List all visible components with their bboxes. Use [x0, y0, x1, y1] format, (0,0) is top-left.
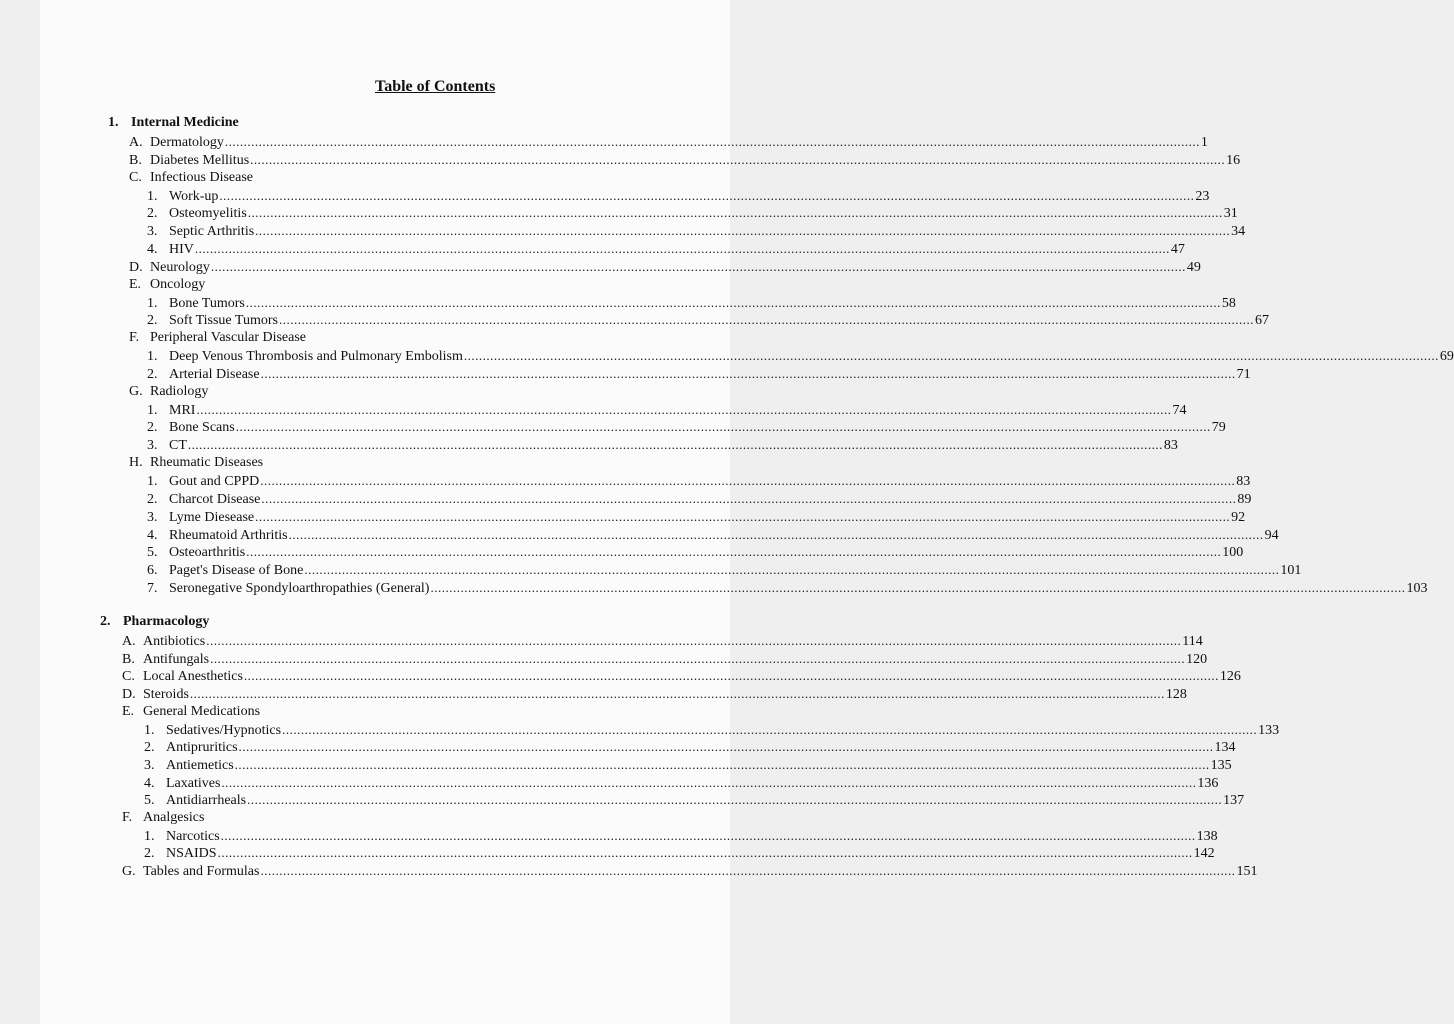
toc-entry	[144, 791, 1245, 809]
entry-page-number: 136	[1197, 775, 1219, 791]
entry-label: Osteoarthritis	[169, 545, 246, 561]
entry-marker: D.	[122, 687, 136, 703]
entry-marker: 4.	[147, 527, 158, 543]
entry-label: Paget's Disease of Bone	[169, 563, 304, 579]
toc-entry	[122, 809, 695, 826]
entry-page-number: 58	[1221, 295, 1236, 311]
entry-marker: 2.	[147, 206, 158, 222]
entry-label: Osteomyelitis	[169, 206, 247, 222]
entry-label: Work-up	[169, 188, 219, 204]
entry-marker: G.	[129, 383, 143, 399]
entry-page-number: 100	[1222, 545, 1244, 561]
toc-entry	[147, 347, 1454, 365]
entry-label: Infectious Disease	[150, 169, 254, 185]
section-number: 2.	[100, 614, 111, 629]
entry-label: MRI	[169, 402, 196, 418]
entry-label: Deep Venous Thrombosis and Pulmonary Embolism	[169, 349, 463, 365]
toc-entry	[122, 632, 1203, 649]
dot-leader: ....................................................................................................................................................................................................................................................................	[194, 241, 1170, 256]
entry-page-number: 1	[1200, 135, 1208, 150]
entry-marker: 6.	[147, 563, 158, 579]
entry-label: General Medications	[143, 703, 261, 719]
toc-entry	[147, 187, 1210, 204]
entry-page-number: 69	[1439, 349, 1454, 365]
toc-entry	[129, 133, 1208, 150]
dot-leader: ....................................................................................................................................................................................................................................................................	[245, 294, 1221, 310]
entry-marker: 2.	[147, 420, 158, 436]
dot-leader: ....................................................................................................................................................................................................................................................................	[250, 151, 1226, 167]
entry-page-number: 67	[1254, 313, 1269, 329]
toc-entry	[147, 401, 1187, 418]
entry-marker: C.	[129, 169, 142, 185]
dot-leader: ....................................................................................................................................................................................................................................................................	[260, 365, 1236, 381]
entry-page-number: 151	[1236, 864, 1258, 880]
entry-marker: B.	[122, 651, 135, 667]
entry-marker: 3.	[144, 757, 155, 773]
toc-entry	[144, 774, 1219, 791]
entry-label: Bone Tumors	[169, 295, 245, 311]
toc-entry	[144, 721, 1280, 738]
toc-entry	[147, 222, 1246, 240]
entry-page-number: 23	[1195, 188, 1210, 204]
entry-marker: B.	[129, 152, 142, 168]
toc-entry	[147, 240, 1185, 257]
entry-marker: 2.	[144, 846, 155, 862]
entry-label: Steroids	[143, 687, 189, 703]
dot-leader: ....................................................................................................................................................................................................................................................................	[463, 348, 1439, 364]
entry-label: Antiemetics	[166, 757, 234, 773]
entry-page-number: 103	[1406, 581, 1428, 596]
entry-page-number: 120	[1186, 651, 1208, 667]
entry-label: HIV	[169, 242, 194, 257]
toc-entry	[147, 579, 1428, 596]
entry-page-number: 49	[1186, 259, 1201, 275]
entry-label: Gout and CPPD	[169, 474, 260, 489]
toc-entry	[122, 667, 1241, 685]
dot-leader: ....................................................................................................................................................................................................................................................................	[278, 312, 1254, 328]
dot-leader: ....................................................................................................................................................................................................................................................................	[288, 526, 1264, 542]
entry-page-number: 79	[1211, 420, 1226, 436]
toc-entry	[129, 276, 695, 293]
dot-leader: ....................................................................................................................................................................................................................................................................	[260, 863, 1236, 879]
toc-entry	[122, 685, 1187, 703]
entry-label: Peripheral Vascular Disease	[150, 330, 307, 346]
entry-page-number: 126	[1219, 669, 1241, 685]
toc-entry	[147, 311, 1269, 329]
entry-marker: 2.	[147, 491, 158, 507]
entry-page-number: 137	[1223, 793, 1245, 809]
dot-leader: ....................................................................................................................................................................................................................................................................	[247, 205, 1223, 221]
entry-marker: 1.	[147, 402, 158, 418]
dot-leader: ....................................................................................................................................................................................................................................................................	[210, 258, 1186, 274]
toc-entry	[147, 543, 1244, 561]
dot-leader: ....................................................................................................................................................................................................................................................................	[430, 580, 1406, 595]
entry-label: Charcot Disease	[169, 491, 261, 507]
entry-label: Rheumatic Diseases	[150, 455, 264, 471]
toc-entry	[129, 151, 1241, 168]
toc-entry	[122, 650, 1208, 667]
toc-entry	[147, 490, 1252, 507]
toc-entry	[122, 862, 1258, 880]
entry-marker: 2.	[147, 313, 158, 329]
entry-label: Oncology	[150, 276, 206, 292]
entry-page-number: 74	[1172, 402, 1187, 418]
entry-label: Antifungals	[143, 651, 210, 667]
dot-leader: ....................................................................................................................................................................................................................................................................	[206, 633, 1182, 648]
toc-entry	[129, 383, 695, 400]
entry-label: Septic Arthritis	[169, 224, 255, 240]
entry-label: Soft Tissue Tumors	[169, 313, 278, 329]
toc-entry	[129, 169, 695, 186]
entry-marker: A.	[129, 135, 143, 150]
entry-label: Tables and Formulas	[143, 864, 260, 880]
entry-page-number: 142	[1193, 846, 1215, 862]
entry-marker: C.	[122, 669, 135, 685]
toc-entry	[129, 258, 1201, 275]
dot-leader: ....................................................................................................................................................................................................................................................................	[246, 544, 1222, 560]
dot-leader: ....................................................................................................................................................................................................................................................................	[221, 774, 1197, 790]
toc-entry	[129, 329, 695, 346]
entry-marker: 3.	[147, 438, 158, 454]
entry-marker: G.	[122, 864, 136, 880]
dot-leader: ....................................................................................................................................................................................................................................................................	[217, 845, 1193, 861]
entry-marker: F.	[129, 330, 140, 346]
dot-leader: ....................................................................................................................................................................................................................................................................	[247, 792, 1223, 808]
toc-entry	[144, 738, 1236, 756]
entry-marker: 2.	[147, 366, 158, 382]
dot-leader: ....................................................................................................................................................................................................................................................................	[210, 650, 1186, 666]
entry-page-number: 83	[1163, 438, 1178, 454]
entry-label: Antipruritics	[166, 740, 238, 756]
entry-label: Dermatology	[150, 135, 224, 150]
entry-marker: 1.	[144, 722, 155, 738]
toc-entry	[147, 365, 1251, 382]
entry-marker: 3.	[147, 509, 158, 525]
toc-entry	[147, 472, 1251, 489]
entry-page-number: 135	[1210, 757, 1232, 773]
section-number: 1.	[108, 115, 119, 130]
toc-entry	[147, 561, 1302, 579]
entry-label: Bone Scans	[169, 420, 235, 436]
dot-leader: ....................................................................................................................................................................................................................................................................	[304, 562, 1280, 578]
dot-leader: ....................................................................................................................................................................................................................................................................	[220, 827, 1196, 843]
entry-page-number: 47	[1170, 242, 1185, 257]
entry-label: Narcotics	[166, 828, 220, 844]
entry-marker: 1.	[147, 188, 158, 204]
toc-entry	[122, 703, 695, 720]
entry-label: Local Anesthetics	[143, 669, 243, 685]
toc-entry	[147, 204, 1238, 222]
entry-label: Lyme Diesease	[169, 509, 255, 525]
entry-page-number: 128	[1165, 687, 1187, 703]
dot-leader: ....................................................................................................................................................................................................................................................................	[255, 508, 1231, 524]
entry-page-number: 92	[1231, 509, 1246, 525]
entry-label: Arterial Disease	[169, 366, 260, 382]
dot-leader: ....................................................................................................................................................................................................................................................................	[260, 473, 1236, 488]
entry-page-number: 16	[1226, 152, 1241, 168]
toc-entry	[147, 418, 1226, 436]
entry-marker: 5.	[144, 793, 155, 809]
toc-entry	[147, 436, 1178, 454]
toc-entry	[144, 756, 1232, 773]
entry-marker: 1.	[147, 295, 158, 311]
entry-marker: 1.	[147, 474, 158, 489]
entry-marker: F.	[122, 810, 133, 825]
entry-label: Radiology	[150, 383, 209, 399]
document-page	[40, 0, 1454, 1024]
toc-entry	[147, 526, 1279, 543]
dot-leader: ....................................................................................................................................................................................................................................................................	[187, 437, 1163, 453]
section-title: Internal Medicine	[131, 115, 239, 130]
entry-marker: 1.	[144, 828, 155, 844]
entry-page-number: 101	[1280, 563, 1302, 579]
entry-marker: E.	[129, 276, 142, 292]
dot-leader: ....................................................................................................................................................................................................................................................................	[261, 490, 1237, 506]
entry-label: Rheumatoid Arthritis	[169, 527, 288, 543]
entry-label: NSAIDS	[166, 846, 217, 862]
entry-marker: 1.	[147, 349, 158, 365]
entry-page-number: 89	[1237, 491, 1252, 507]
dot-leader: ....................................................................................................................................................................................................................................................................	[235, 419, 1211, 435]
entry-label: CT	[169, 438, 187, 454]
entry-marker: E.	[122, 703, 135, 719]
entry-page-number: 83	[1236, 474, 1251, 489]
dot-leader: ....................................................................................................................................................................................................................................................................	[238, 739, 1214, 755]
entry-page-number: 31	[1223, 206, 1238, 222]
entry-page-number: 114	[1182, 634, 1203, 649]
entry-page-number: 134	[1214, 740, 1236, 756]
entry-label: Antibiotics	[143, 634, 206, 649]
dot-leader: ....................................................................................................................................................................................................................................................................	[224, 134, 1200, 149]
dot-leader: ....................................................................................................................................................................................................................................................................	[234, 756, 1210, 772]
toc-entry	[147, 294, 1236, 311]
entry-page-number: 133	[1258, 722, 1280, 738]
entry-label: Diabetes Mellitus	[150, 152, 250, 168]
dot-leader: ....................................................................................................................................................................................................................................................................	[255, 223, 1231, 239]
dot-leader: ....................................................................................................................................................................................................................................................................	[196, 401, 1172, 417]
entry-page-number: 71	[1236, 366, 1251, 382]
entry-label: Seronegative Spondyloarthropathies (General)	[169, 581, 430, 596]
entry-label: Sedatives/Hypnotics	[166, 722, 282, 738]
page-title: Table of Contents	[375, 78, 496, 95]
toc-entry	[129, 454, 695, 471]
entry-label: Analgesics	[143, 810, 205, 825]
entry-label: Antidiarrheals	[166, 793, 247, 809]
entry-label: Neurology	[150, 259, 210, 275]
entry-page-number: 94	[1264, 527, 1279, 543]
toc-entry	[144, 844, 1215, 862]
section-title: Pharmacology	[123, 614, 210, 629]
entry-marker: 4.	[144, 775, 155, 791]
dot-leader: ....................................................................................................................................................................................................................................................................	[282, 721, 1258, 737]
entry-marker: 7.	[147, 581, 158, 596]
toc-entry	[144, 827, 1218, 844]
entry-marker: 4.	[147, 242, 158, 257]
dot-leader: ....................................................................................................................................................................................................................................................................	[189, 686, 1165, 702]
entry-marker: A.	[122, 634, 136, 649]
entry-marker: D.	[129, 259, 143, 275]
entry-marker: 3.	[147, 224, 158, 240]
entry-page-number: 138	[1196, 828, 1218, 844]
entry-marker: 5.	[147, 545, 158, 561]
dot-leader: ....................................................................................................................................................................................................................................................................	[243, 668, 1219, 684]
entry-marker: H.	[129, 455, 143, 471]
toc-entry	[147, 508, 1246, 525]
entry-page-number: 34	[1231, 224, 1246, 240]
entry-marker: 2.	[144, 740, 155, 756]
dot-leader: ....................................................................................................................................................................................................................................................................	[219, 187, 1195, 203]
entry-label: Laxatives	[166, 775, 221, 791]
